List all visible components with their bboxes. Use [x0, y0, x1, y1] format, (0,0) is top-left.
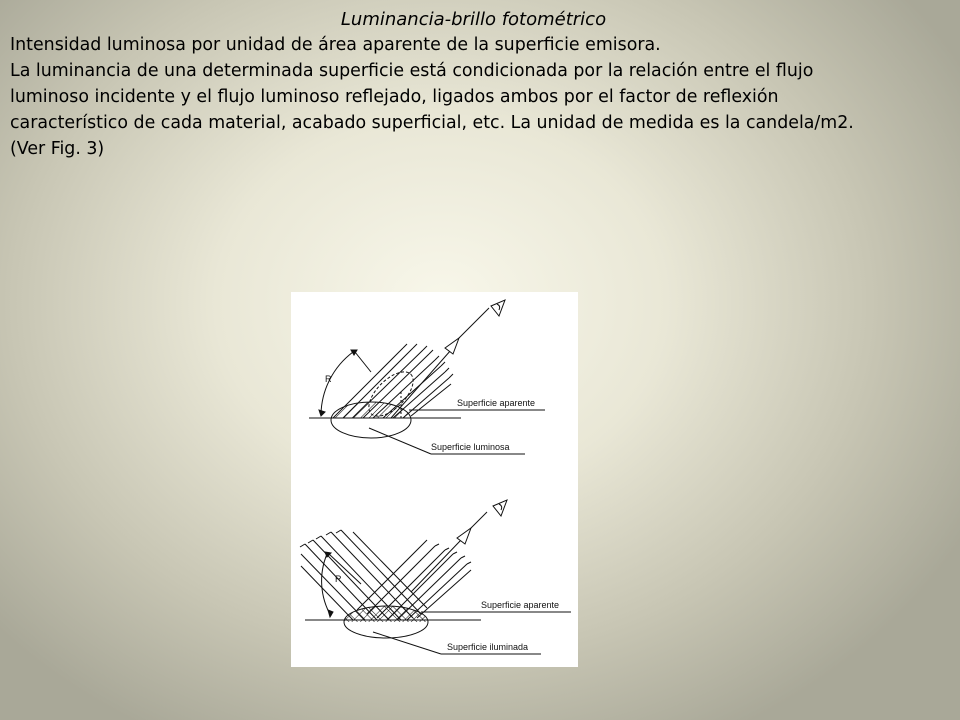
body-line-4: característico de cada material, acabado superficial, etc. La unidad de medida es la candela/m2. — [10, 113, 854, 133]
body-line-3: luminoso incidente y el flujo luminoso reflejado, ligados ambos por el factor de reflexión — [10, 87, 779, 107]
top-angle-label: R — [325, 374, 332, 384]
body-line-5: (Ver Fig. 3) — [10, 139, 105, 159]
bottom-illuminated-label: Superficie iluminada — [447, 642, 529, 652]
top-apparent-label: Superficie aparente — [457, 398, 536, 408]
slide-text — [10, 8, 955, 162]
top-luminous-label: Superficie luminosa — [431, 442, 510, 452]
slide-title: Luminancia-brillo fotométrico — [340, 9, 607, 30]
figure-diagram — [291, 292, 578, 667]
top-diagram — [309, 300, 545, 454]
eye-icon-2 — [493, 500, 507, 516]
eye-icon — [491, 300, 505, 316]
incident-rays — [301, 530, 427, 620]
body-line-2: La luminancia de una determinada superficie está condicionada por la relación entre el flujo — [10, 61, 814, 81]
bottom-apparent-label: Superficie aparente — [481, 600, 560, 610]
body-line-1: Intensidad luminosa por unidad de área aparente de la superficie emisora. — [10, 35, 661, 55]
luminance-figure — [291, 292, 578, 667]
bottom-angle-label: R — [335, 574, 342, 584]
